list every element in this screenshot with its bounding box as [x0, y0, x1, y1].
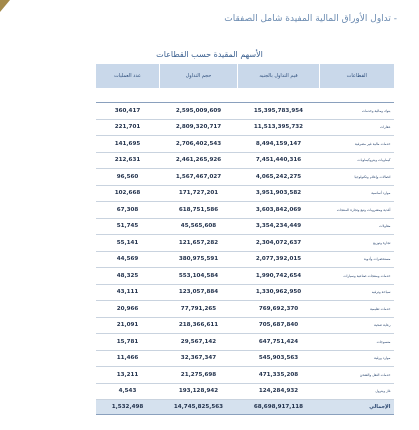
cell-trades: 212,631 [96, 152, 160, 169]
cell-value: 2,304,072,637 [238, 235, 320, 252]
table-row [96, 350, 394, 367]
cell-trades: 48,325 [96, 268, 160, 285]
cell-sector: عقارات [320, 119, 394, 136]
cell-value: 1,330,962,950 [238, 284, 320, 301]
cell-sector: تجارة وتوزيع [320, 235, 394, 252]
cell-trades: 13,211 [96, 367, 160, 384]
total-value: 68,698,917,118 [238, 400, 320, 415]
table-row [96, 317, 394, 334]
cell-sector: مقاولات [320, 218, 394, 235]
cell-value: 2,077,392,015 [238, 251, 320, 268]
cell-value: 545,903,563 [238, 350, 320, 367]
table-row [96, 103, 394, 120]
table-row [96, 284, 394, 301]
table-row [96, 119, 394, 136]
cell-sector: خدمات النقل والشحن [320, 367, 394, 384]
column-header-sector: القطاعات [320, 64, 394, 88]
page-corner-icon [0, 0, 14, 18]
cell-value: 8,494,159,147 [238, 136, 320, 153]
table-row [96, 169, 394, 186]
cell-volume: 77,791,265 [160, 301, 238, 318]
column-header-value: قيم التداول بالجنيه [238, 64, 320, 88]
cell-sector: موارد أساسية [320, 185, 394, 202]
cell-sector: منسوجات [320, 334, 394, 351]
table-total-row [96, 400, 394, 415]
table-row [96, 268, 394, 285]
cell-volume: 618,751,586 [160, 202, 238, 219]
table-row [96, 334, 394, 351]
cell-value: 705,687,840 [238, 317, 320, 334]
cell-trades: 43,111 [96, 284, 160, 301]
table-row [96, 218, 394, 235]
cell-value: 1,990,742,654 [238, 268, 320, 285]
cell-value: 769,692,370 [238, 301, 320, 318]
cell-trades: 51,745 [96, 218, 160, 235]
cell-sector: خدمات تعليمية [320, 301, 394, 318]
cell-volume: 380,975,591 [160, 251, 238, 268]
table-row [96, 185, 394, 202]
cell-sector: غاز وبترول [320, 383, 394, 400]
cell-sector: خدمات ومنتجات صناعية وسيارات [320, 268, 394, 285]
cell-trades: 360,417 [96, 103, 160, 120]
cell-value: 647,751,424 [238, 334, 320, 351]
cell-volume: 553,104,584 [160, 268, 238, 285]
page-title: - تداول الأوراق المالية المفيدة شامل الصفقات [224, 14, 397, 24]
table-title: الأسهم المقيدة حسب القطاعات [156, 50, 263, 59]
table-row [96, 367, 394, 384]
cell-volume: 2,706,402,543 [160, 136, 238, 153]
cell-volume: 121,657,282 [160, 235, 238, 252]
cell-volume: 171,727,201 [160, 185, 238, 202]
cell-trades: 221,701 [96, 119, 160, 136]
table-row [96, 136, 394, 153]
cell-trades: 21,091 [96, 317, 160, 334]
cell-sector: موارد ورقية [320, 350, 394, 367]
cell-sector: بنوك ومالية وخدمات [320, 103, 394, 120]
cell-volume: 29,567,142 [160, 334, 238, 351]
cell-sector: سياحة وترفيه [320, 284, 394, 301]
cell-trades: 20,966 [96, 301, 160, 318]
table-header-row [96, 64, 394, 88]
cell-value: 3,354,234,449 [238, 218, 320, 235]
cell-trades: 11,466 [96, 350, 160, 367]
sectors-table [95, 64, 394, 415]
cell-volume: 21,275,698 [160, 367, 238, 384]
cell-value: 124,284,932 [238, 383, 320, 400]
cell-volume: 2,595,009,609 [160, 103, 238, 120]
cell-sector: مستحضرات وأدوية [320, 251, 394, 268]
cell-trades: 141,695 [96, 136, 160, 153]
cell-value: 471,335,208 [238, 367, 320, 384]
cell-volume: 123,057,884 [160, 284, 238, 301]
cell-volume: 45,565,608 [160, 218, 238, 235]
cell-value: 3,603,842,069 [238, 202, 320, 219]
cell-sector: اتصالات وإعلام وتكنولوجيا [320, 169, 394, 186]
column-header-volume: حجم التداول [160, 64, 238, 88]
cell-value: 11,513,395,732 [238, 119, 320, 136]
cell-volume: 1,567,467,027 [160, 169, 238, 186]
cell-trades: 102,668 [96, 185, 160, 202]
cell-trades: 44,569 [96, 251, 160, 268]
cell-volume: 193,128,942 [160, 383, 238, 400]
cell-value: 7,451,440,316 [238, 152, 320, 169]
cell-volume: 32,367,347 [160, 350, 238, 367]
cell-value: 15,395,783,954 [238, 103, 320, 120]
column-header-trades: عدد العمليات [96, 64, 160, 88]
total-label: الإجمالي [320, 400, 394, 415]
table-spacer-row [96, 88, 394, 103]
cell-volume: 2,461,265,926 [160, 152, 238, 169]
total-volume: 14,745,825,563 [160, 400, 238, 415]
cell-trades: 96,560 [96, 169, 160, 186]
cell-trades: 15,781 [96, 334, 160, 351]
table-row [96, 383, 394, 400]
cell-sector: رعاية صحية [320, 317, 394, 334]
cell-sector: كيماويات وبتروكيماويات [320, 152, 394, 169]
cell-value: 3,951,903,582 [238, 185, 320, 202]
cell-sector: أغذية ومشروبات وتبغ وتجارة المنتجات [320, 202, 394, 219]
cell-volume: 2,809,320,717 [160, 119, 238, 136]
cell-trades: 55,141 [96, 235, 160, 252]
cell-trades: 67,308 [96, 202, 160, 219]
table-row [96, 202, 394, 219]
table-row [96, 251, 394, 268]
total-trades: 1,532,498 [96, 400, 160, 415]
table-row [96, 152, 394, 169]
cell-value: 4,065,242,275 [238, 169, 320, 186]
table-row [96, 235, 394, 252]
table-row [96, 301, 394, 318]
cell-sector: خدمات مالية غير مصرفية [320, 136, 394, 153]
cell-trades: 4,543 [96, 383, 160, 400]
cell-volume: 218,366,611 [160, 317, 238, 334]
